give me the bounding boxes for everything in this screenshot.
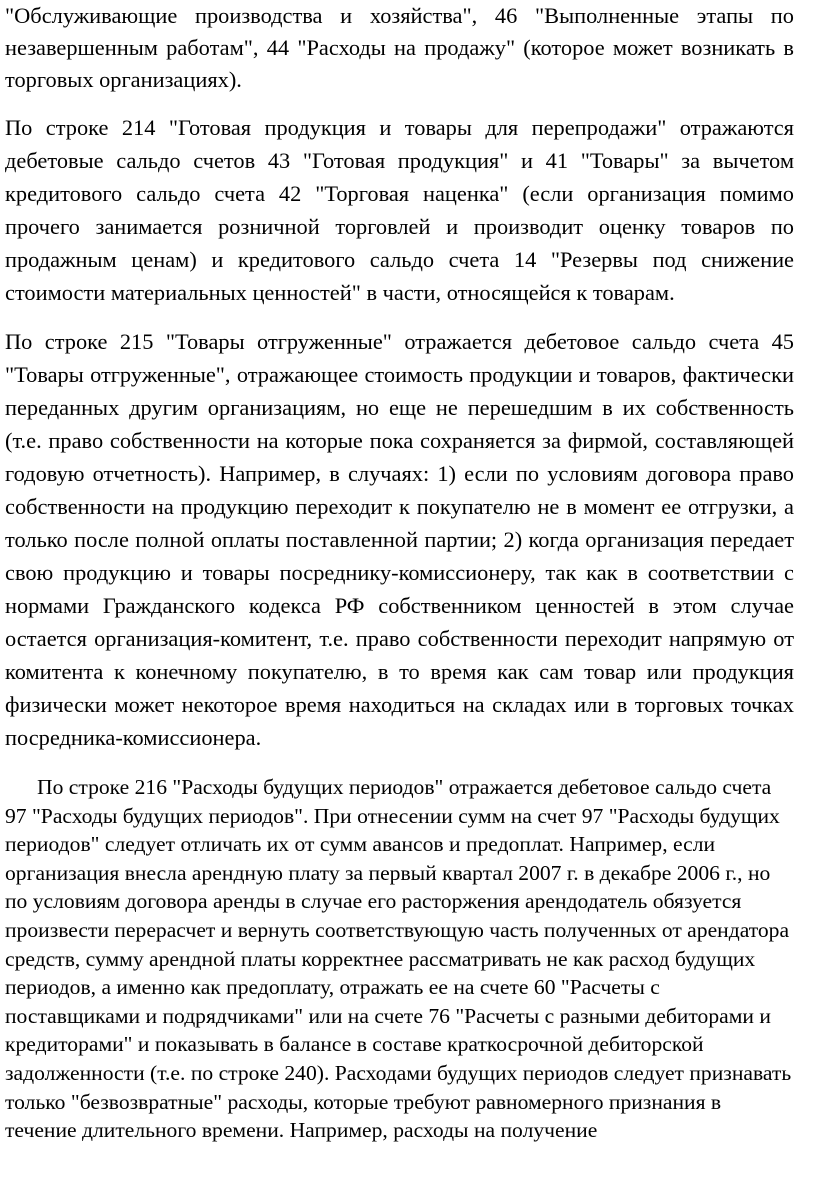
paragraph-3: По строке 215 "Товары отгруженные" отражается дебетовое сальдо счета 45 "Товары отгруженные", отражающее стоимость продукции и товаров, фактически переданных другим организациям, но еще не перешедшим в их собственность (т.е. право собственности на которые пока сохраняется за фирмой, составляющей годовую отчетность). Например, в случаях: 1) если по условиям договора право собственности на продукцию переходит к покупателю не в момент ее отгрузки, а только после полной оплаты поставленной партии; 2) когда организация передает свою продукцию и товары посреднику-комиссионеру, так как в соответствии с нормами Гражданского кодекса РФ собственником ценностей в этом случае остается организация-комитент, т.е. право собственности переходит напрямую от комитента к конечному покупателю, в то время как сам товар или продукция физически может некоторое время находиться на складах или в торговых точках посредника-комиссионера. bbox=[5, 329, 794, 750]
paragraph-4: По строке 216 "Расходы будущих периодов" отражается дебетовое сальдо счета 97 "Расходы будущих периодов". При отнесении сумм на счет 97 "Расходы будущих периодов" следует отличать их от сумм авансов и предоплат. Например, если организация внесла арендную плату за первый квартал 2007 г. в декабре 2006 г., но по условиям договора аренды в случае его расторжения арендодатель обязуется произвести перерасчет и вернуть соответствующую часть полученных от арендатора средств, сумму арендной платы корректнее рассматривать не как расход будущих периодов, а именно как предоплату, отражать ее на счете 60 "Расчеты с поставщиками и подрядчиками" или на счете 76 "Расчеты с разными дебиторами и кредиторами" и показывать в балансе в составе краткосрочной дебиторской задолженности (т.е. по строке 240). Расходами будущих периодов следует признавать только "безвозвратные" расходы, которые требуют равномерного признания в течение длительного времени. Например, расходы на получение bbox=[5, 775, 792, 1143]
paragraph-2: По строке 214 "Готовая продукция и товары для перепродажи" отражаются дебетовые сальдо счетов 43 "Готовая продукция" и 41 "Товары" за вычетом кредитового сальдо счета 42 "Торговая наценка" (если организация помимо прочего занимается розничной торговлей и производит оценку товаров по продажным ценам) и кредитового сальдо счета 14 "Резервы под снижение стоимости материальных ценностей" в части, относящейся к товарам. bbox=[5, 115, 794, 305]
paragraph-1: "Обслуживающие производства и хозяйства", 46 "Выполненные этапы по незавершенным работам", 44 "Расходы на продажу" (которое может возникать в торговых организациях). bbox=[5, 3, 794, 92]
